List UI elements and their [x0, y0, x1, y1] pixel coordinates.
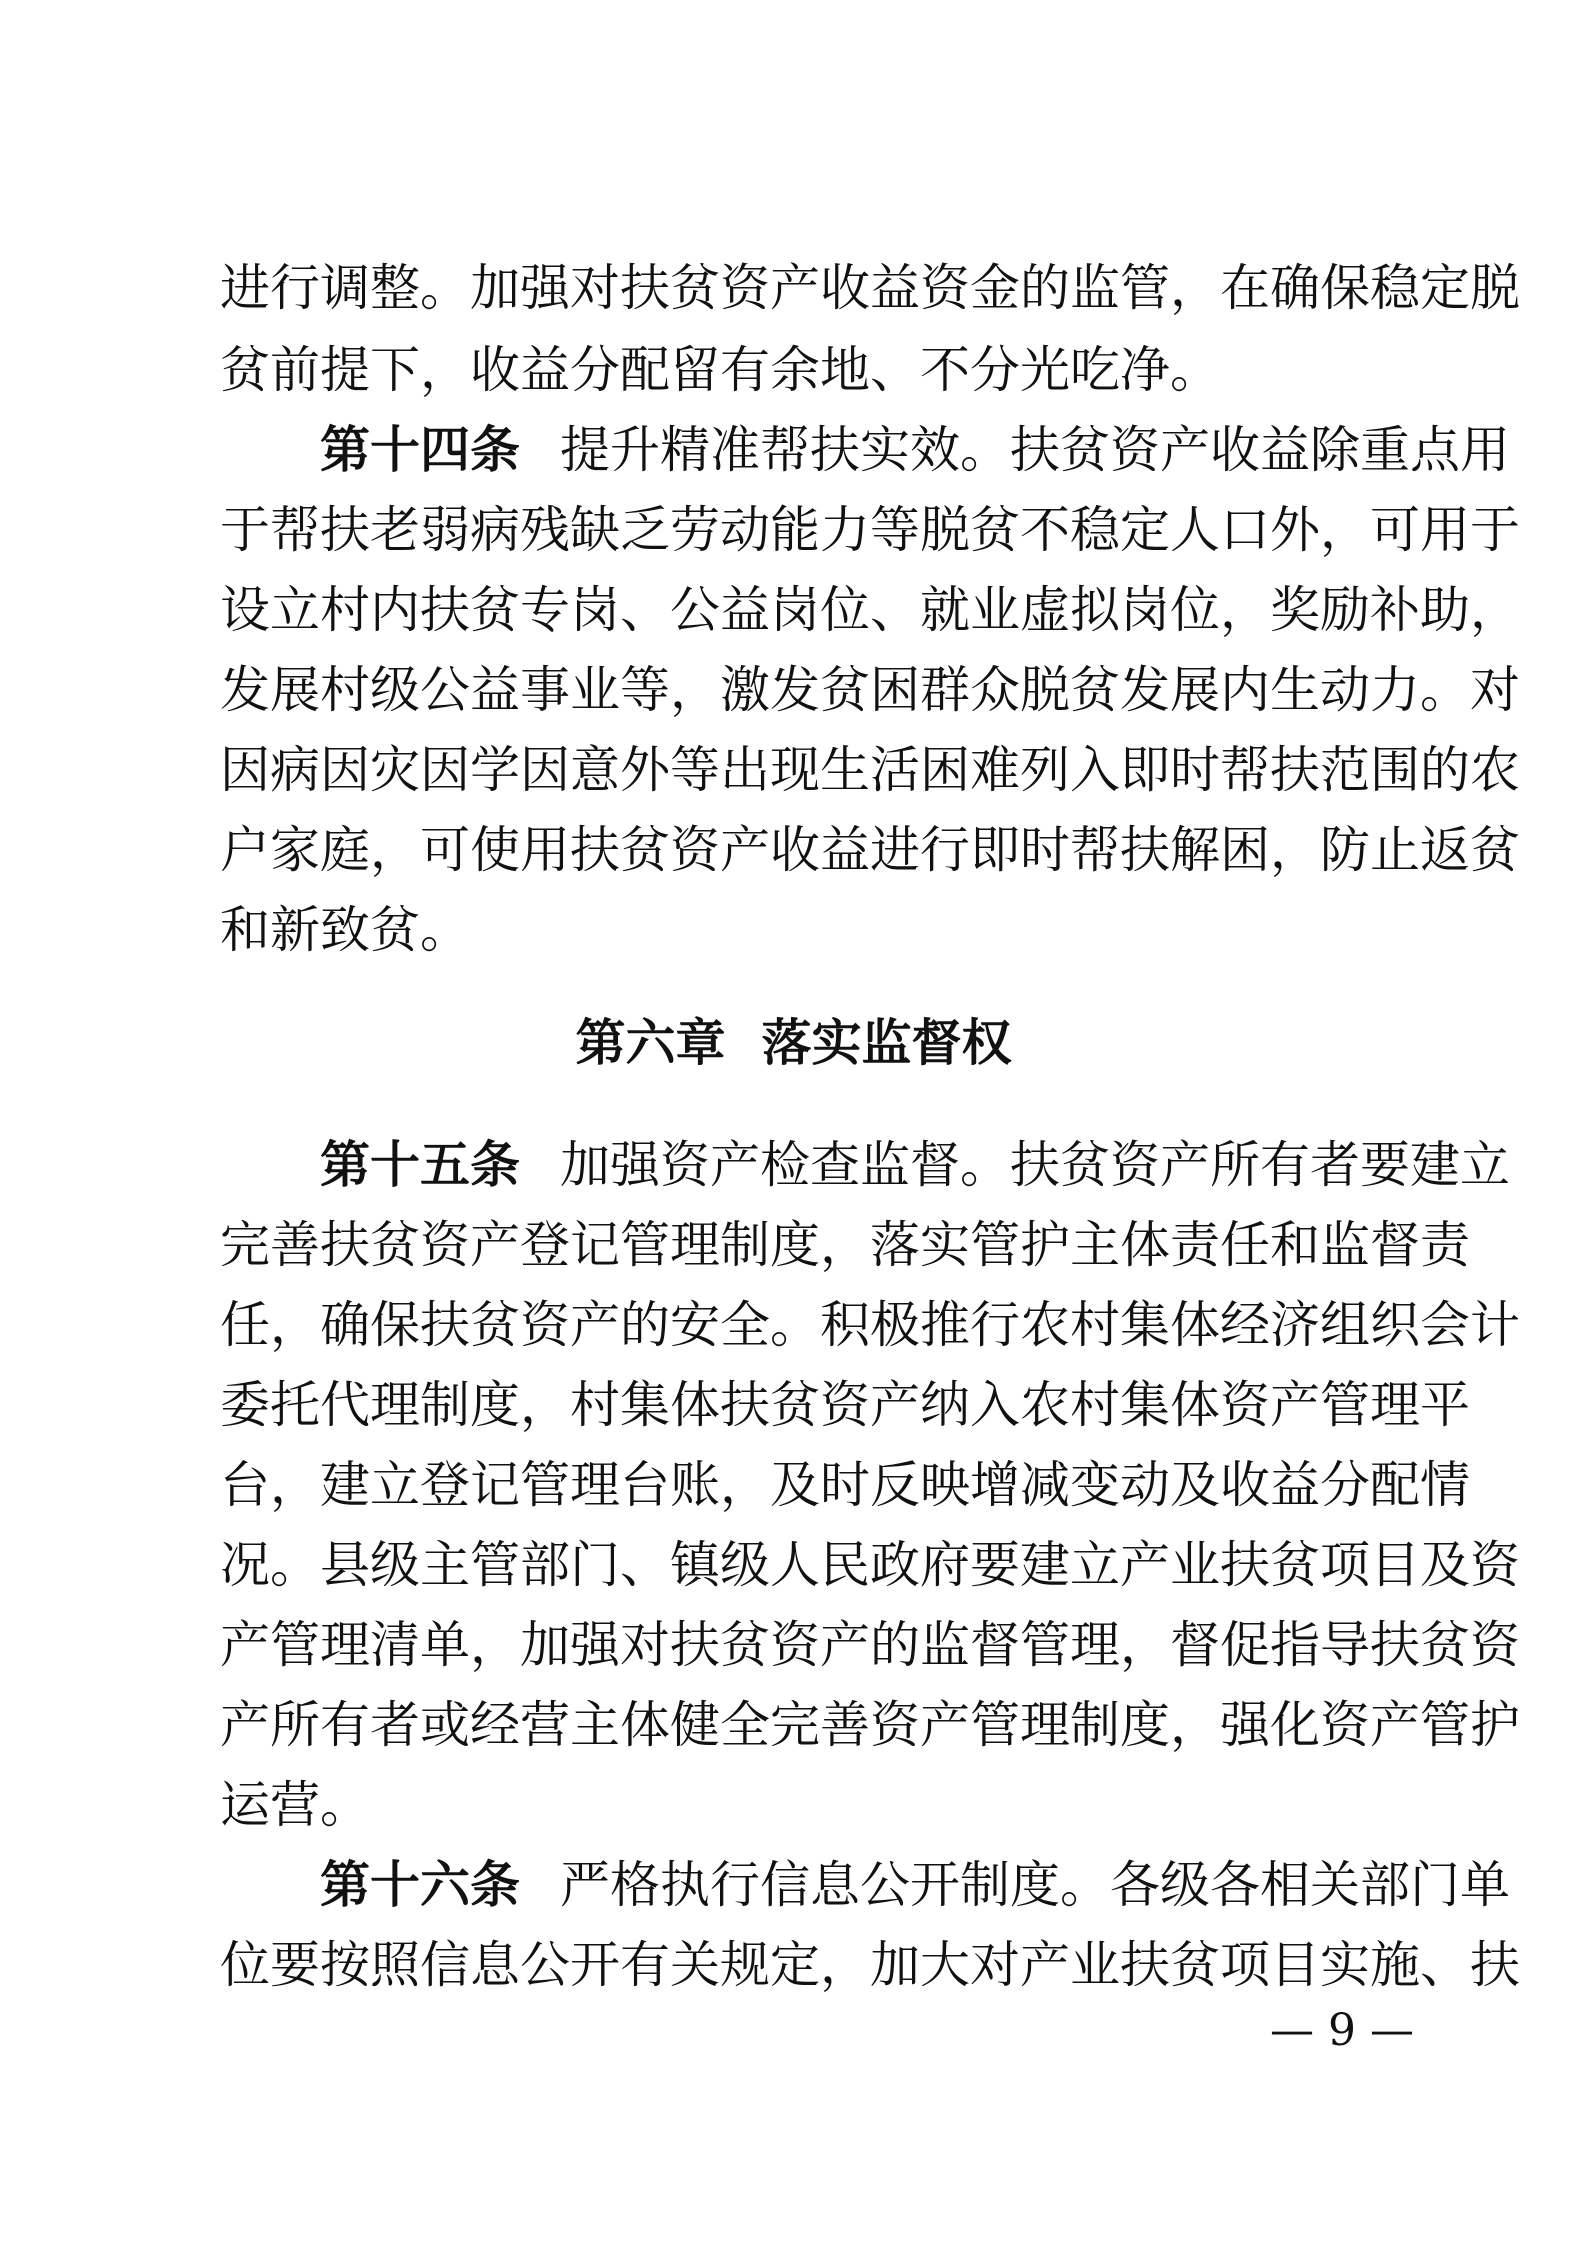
article-16-text: 严格执行信息公开制度。各级各相关部门单 — [560, 1856, 1510, 1914]
body-line: 位要按照信息公开有关规定，加大对产业扶贫项目实施、扶 — [220, 1936, 1520, 1994]
page-number: — 9 — — [1270, 2005, 1414, 2056]
chapter-title: 落实监督权 — [761, 1014, 1012, 1072]
body-line: 产所有者或经营主体健全完善资产管理制度，强化资产管护 — [220, 1696, 1520, 1754]
body-line: 况。县级主管部门、镇级人民政府要建立产业扶贫项目及资 — [220, 1536, 1520, 1594]
body-line: 于帮扶老弱病残缺乏劳动能力等脱贫不稳定人口外，可用于 — [220, 501, 1520, 559]
article-15-heading: 第十五条 — [320, 1136, 520, 1194]
article-16-heading: 第十六条 — [320, 1856, 520, 1914]
body-line: 任，确保扶贫资产的安全。积极推行农村集体经济组织会计 — [220, 1296, 1520, 1354]
chapter-number: 第六章 — [575, 1014, 726, 1072]
article-14-heading: 第十四条 — [320, 421, 520, 479]
body-line: 贫前提下，收益分配留有余地、不分光吃净。 — [220, 341, 1220, 399]
article-16-first-line — [320, 1855, 1510, 1915]
body-line: 设立村内扶贫专岗、公益岗位、就业虚拟岗位，奖励补助， — [220, 581, 1520, 639]
article-15-first-line — [320, 1135, 1510, 1195]
body-line: 进行调整。加强对扶贫资产收益资金的监管，在确保稳定脱 — [220, 259, 1520, 317]
article-14-first-line — [320, 420, 1510, 480]
body-line: 发展村级公益事业等，激发贫困群众脱贫发展内生动力。对 — [220, 661, 1520, 719]
body-line: 完善扶贫资产登记管理制度，落实管护主体责任和监督责 — [220, 1216, 1470, 1274]
article-15-text: 加强资产检查监督。扶贫资产所有者要建立 — [560, 1136, 1510, 1194]
body-line: 户家庭，可使用扶贫资产收益进行即时帮扶解困，防止返贫 — [220, 821, 1520, 879]
body-line: 台，建立登记管理台账，及时反映增减变动及收益分配情 — [220, 1456, 1470, 1514]
body-line: 运营。 — [220, 1776, 370, 1834]
chapter-heading — [0, 1013, 1587, 1073]
body-line: 委托代理制度，村集体扶贫资产纳入农村集体资产管理平 — [220, 1376, 1470, 1434]
body-line: 产管理清单，加强对扶贫资产的监督管理，督促指导扶贫资 — [220, 1616, 1520, 1674]
article-14-text: 提升精准帮扶实效。扶贫资产收益除重点用 — [560, 421, 1510, 479]
body-line: 因病因灾因学因意外等出现生活困难列入即时帮扶范围的农 — [220, 741, 1520, 799]
body-line: 和新致贫。 — [220, 901, 470, 959]
